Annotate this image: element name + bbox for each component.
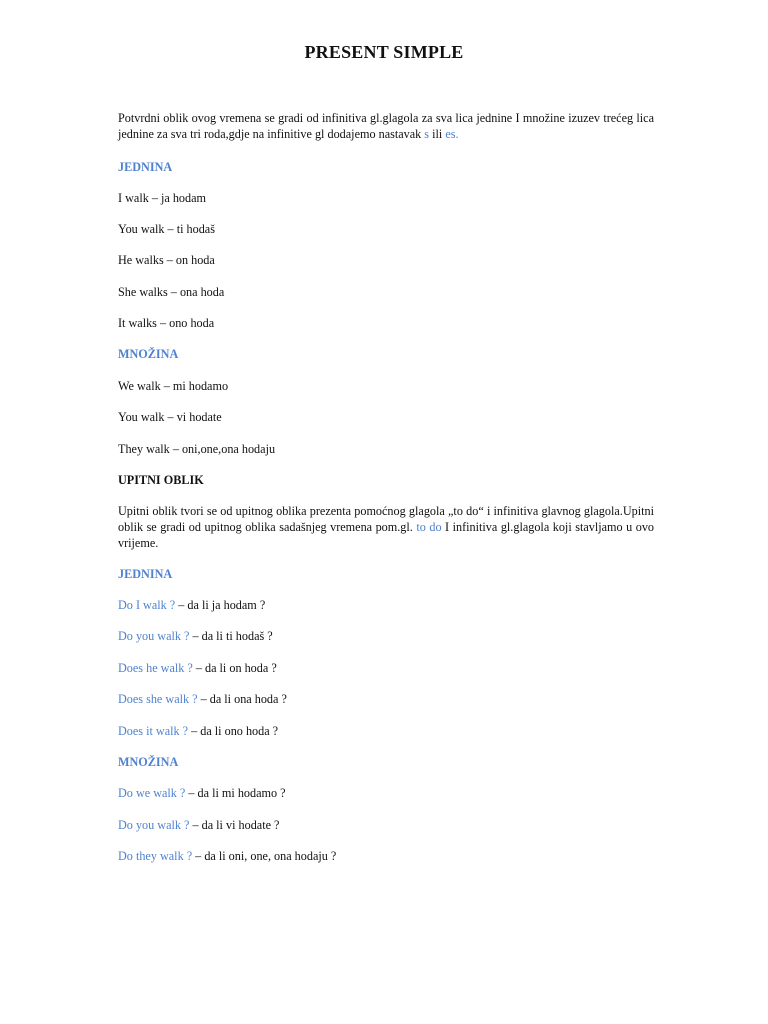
interrogative-heading: UPITNI OBLIK: [118, 473, 204, 487]
affirmative-singular-line: He walks – on hoda: [118, 253, 215, 267]
interrogative-description: [118, 503, 654, 551]
affirmative-plural-line: You walk – vi hodate: [118, 410, 222, 424]
interrogative-singular-heading: JEDNINA: [118, 567, 173, 581]
suffix-s: s: [424, 127, 430, 141]
interrogative-description-rest: I infinitiva gl.glagola koji stavljamo u ovo vrijeme.: [118, 520, 655, 550]
affirmative-singular-line: It walks – ono hoda: [118, 316, 215, 330]
affirmative-plural-heading: MNOŽINA: [118, 347, 179, 361]
translation: – da li mi hodamo ?: [185, 786, 286, 800]
intro-joiner: ili: [429, 127, 446, 141]
affirmative-plural-line: We walk – mi hodamo: [118, 379, 229, 393]
intro-paragraph: [118, 110, 654, 142]
affirmative-singular-heading: JEDNINA: [118, 160, 173, 174]
interrogative-singular-line: [118, 691, 287, 707]
question: Does she walk ?: [118, 692, 198, 706]
translation: – da li ona hoda ?: [197, 692, 287, 706]
question: Do I walk ?: [118, 598, 176, 612]
interrogative-singular-line: [118, 723, 278, 739]
question: Does it walk ?: [118, 724, 189, 738]
question: Do they walk ?: [118, 849, 193, 863]
interrogative-plural-line: [118, 785, 286, 801]
question: Does he walk ?: [118, 661, 193, 675]
translation: – da li ja hodam ?: [175, 598, 266, 612]
intro-text: Potvrdni oblik ovog vremena se gradi od infinitiva gl.glagola za sva lica jednine I množine izuzev trećeg lica jednine za sva tri roda,gdje na infinitive gl dodajemo nastavak: [118, 111, 654, 141]
interrogative-singular-line: [118, 597, 265, 613]
translation: – da li oni, one, ona hodaju ?: [192, 849, 337, 863]
interrogative-plural-line: [118, 848, 336, 864]
interrogative-singular-line: [118, 628, 273, 644]
interrogative-plural-line: [118, 817, 279, 833]
interrogative-description-text: Upitni oblik tvori se od upitnog oblika prezenta pomoćnog glagola „to do“ i infinitiva glavnog glagola.Upitni oblik se gradi od upitnog oblika sadašnjeg vremena pom.gl.: [118, 504, 654, 534]
suffix-es: es.: [445, 127, 459, 141]
page-title: PRESENT SIMPLE: [304, 42, 464, 62]
translation: – da li ti hodaš ?: [189, 629, 273, 643]
interrogative-singular-line: [118, 660, 277, 676]
affirmative-singular-line: I walk – ja hodam: [118, 191, 206, 205]
question: Do you walk ?: [118, 629, 190, 643]
question: Do we walk ?: [118, 786, 186, 800]
translation: – da li vi hodate ?: [189, 818, 280, 832]
translation: – da li on hoda ?: [192, 661, 277, 675]
translation: – da li ono hoda ?: [188, 724, 279, 738]
interrogative-plural-heading: MNOŽINA: [118, 755, 179, 769]
to-do-highlight: to do: [416, 520, 442, 534]
question: Do you walk ?: [118, 818, 190, 832]
affirmative-plural-line: They walk – oni,one,ona hodaju: [118, 442, 276, 456]
affirmative-singular-line: She walks – ona hoda: [118, 285, 225, 299]
affirmative-singular-line: You walk – ti hodaš: [118, 222, 215, 236]
